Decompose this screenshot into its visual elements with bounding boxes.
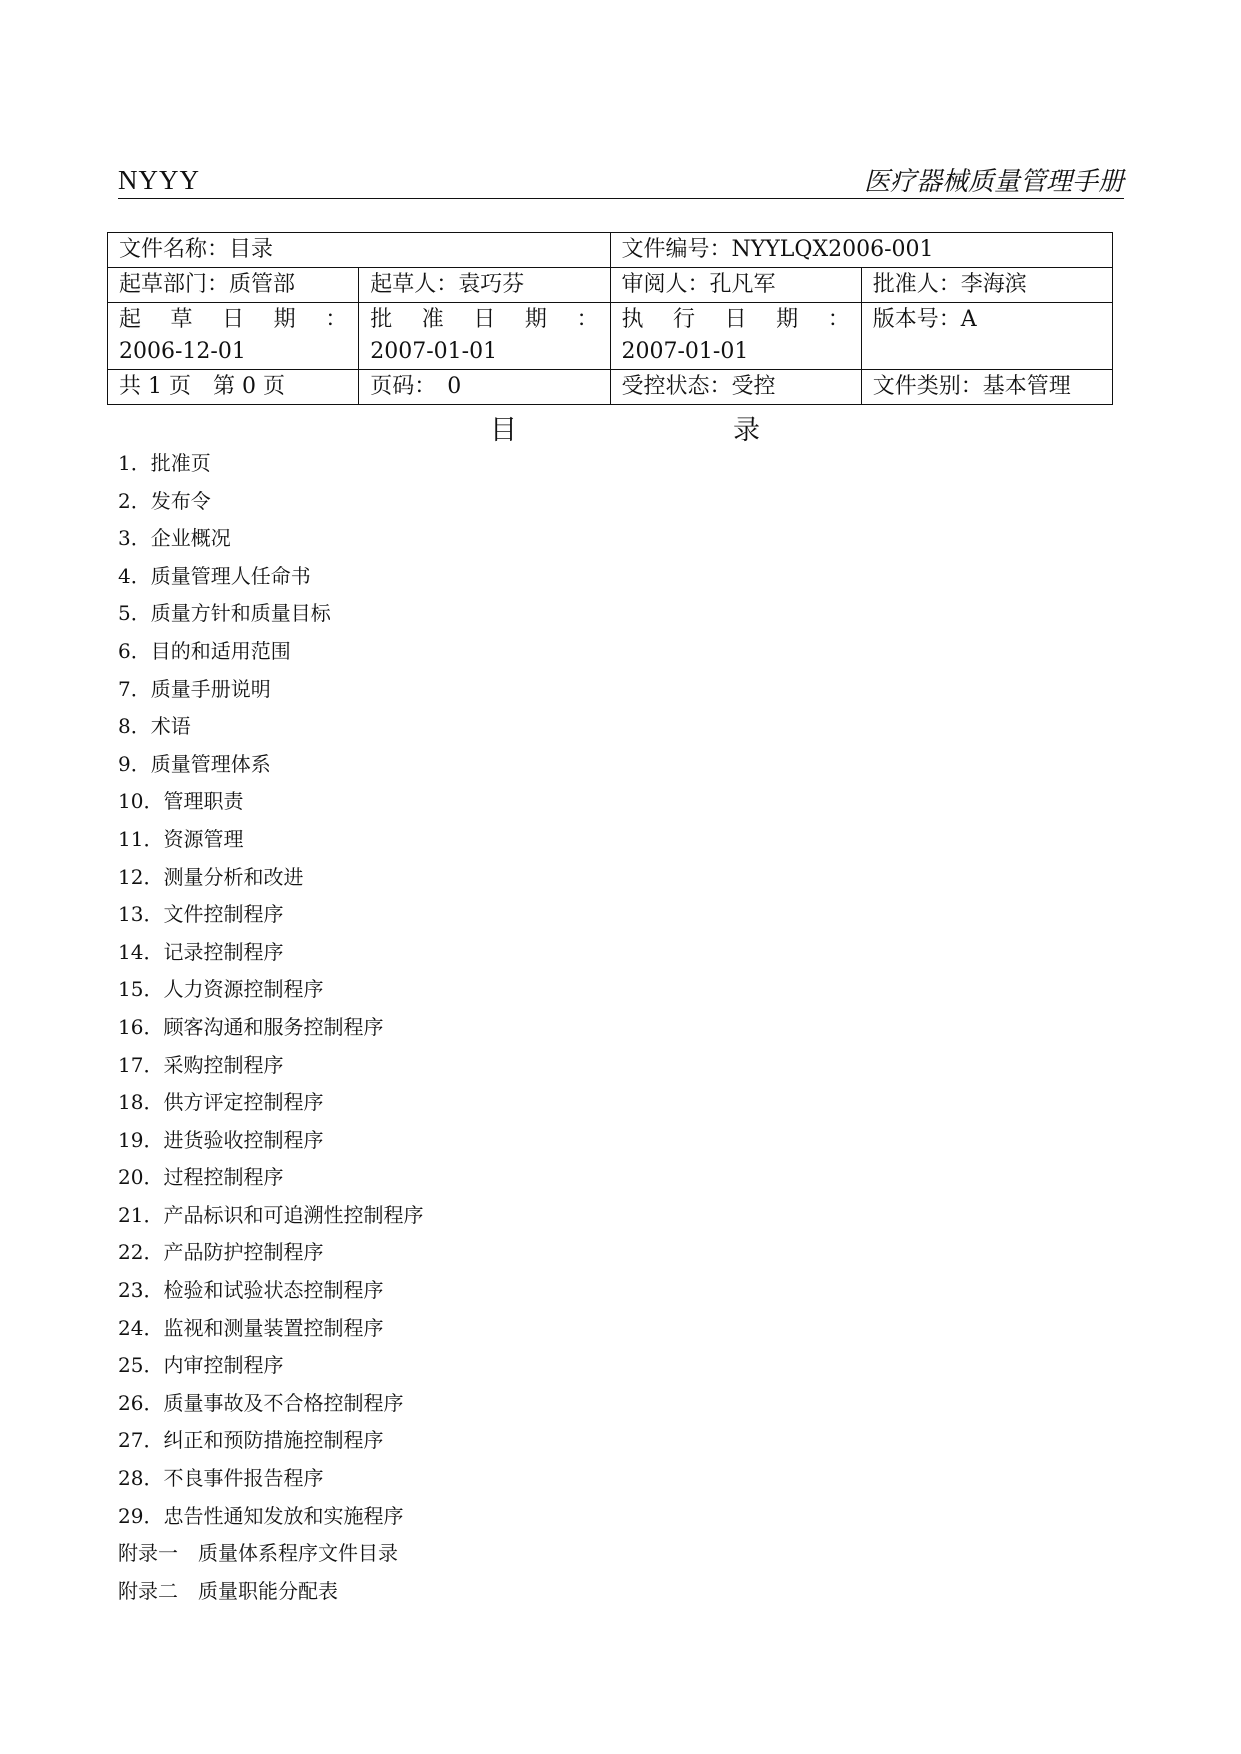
doc-category-cell: 文件类别：基本管理 [861,370,1112,405]
approver-cell: 批准人：李海滨 [861,268,1112,303]
pages-cell: 共 1 页 第 0 页 [108,370,359,405]
toc-item: 5．质量方针和质量目标 [118,601,331,626]
info-row [108,303,1113,370]
info-row [108,233,1113,268]
toc-item: 3．企业概况 [118,526,231,551]
toc-item: 7．质量手册说明 [118,676,271,701]
toc-title-char: 目 [490,415,517,446]
toc-item: 附录二 质量职能分配表 [118,1578,338,1603]
exec-date-value: 2007-01-01 [621,339,749,364]
toc-item: 2．发布令 [118,488,211,513]
approve-date-label: 批准日期： [370,307,599,332]
doc-number-cell: 文件编号：NYYLQX2006-001 [610,233,1113,268]
info-row [108,370,1113,405]
toc-item: 21．产品标识和可追溯性控制程序 [118,1202,424,1227]
approve-date-value: 2007-01-01 [370,339,498,364]
exec-date-cell [610,303,861,370]
toc-item: 17．采购控制程序 [118,1052,284,1077]
toc-item: 4．质量管理人任命书 [118,563,311,588]
toc-item: 27．纠正和预防措施控制程序 [118,1428,384,1453]
toc-item: 15．人力资源控制程序 [118,977,324,1002]
control-status-cell: 受控状态：受控 [610,370,861,405]
toc-item: 23．检验和试验状态控制程序 [118,1278,384,1303]
draft-dept-cell: 起草部门：质管部 [108,268,359,303]
toc-item: 1．批准页 [118,451,211,475]
toc-item: 24．监视和测量装置控制程序 [118,1315,384,1340]
toc-item: 20．过程控制程序 [118,1165,284,1190]
reviewer-cell: 审阅人：孔凡军 [610,268,861,303]
toc-item: 14．记录控制程序 [118,939,284,964]
drafter-cell: 起草人：袁巧芬 [359,268,610,303]
exec-date-label: 执行日期： [621,307,850,332]
toc-item: 11．资源管理 [118,826,244,851]
page-code-cell: 页码： 0 [359,370,610,405]
header-manual-title: 医疗器械质量管理手册 [863,167,1124,197]
info-row [108,268,1113,303]
draft-date-cell [108,303,359,370]
approve-date-cell [359,303,610,370]
toc-item: 19．进货验收控制程序 [118,1127,324,1152]
toc-title-char: 录 [733,415,760,446]
toc-item: 22．产品防护控制程序 [118,1240,324,1265]
draft-date-value: 2006-12-01 [119,339,246,364]
toc-item: 29．忠告性通知发放和实施程序 [118,1503,404,1528]
toc-item: 8．术语 [118,714,191,739]
doc-name-cell: 文件名称：目录 [108,233,611,268]
draft-date-label: 起草日期： [119,307,348,332]
toc-title [490,408,760,447]
toc-item: 13．文件控制程序 [118,902,284,927]
header-company-code: NYYY [118,165,200,195]
version-cell: 版本号：A [861,303,1112,370]
document-info-table [107,232,1113,405]
toc-item: 6．目的和适用范围 [118,638,291,663]
page-header [118,160,1124,199]
toc-list [118,445,918,1610]
toc-item: 附录一 质量体系程序文件目录 [118,1541,398,1566]
toc-item: 26．质量事故及不合格控制程序 [118,1390,404,1415]
toc-item: 28．不良事件报告程序 [118,1466,324,1491]
toc-item: 18．供方评定控制程序 [118,1090,324,1115]
toc-item: 25．内审控制程序 [118,1353,284,1378]
toc-item: 9．质量管理体系 [118,751,271,776]
toc-item: 12．测量分析和改进 [118,864,304,889]
toc-item: 16．顾客沟通和服务控制程序 [118,1014,384,1039]
toc-item: 10．管理职责 [118,789,244,814]
